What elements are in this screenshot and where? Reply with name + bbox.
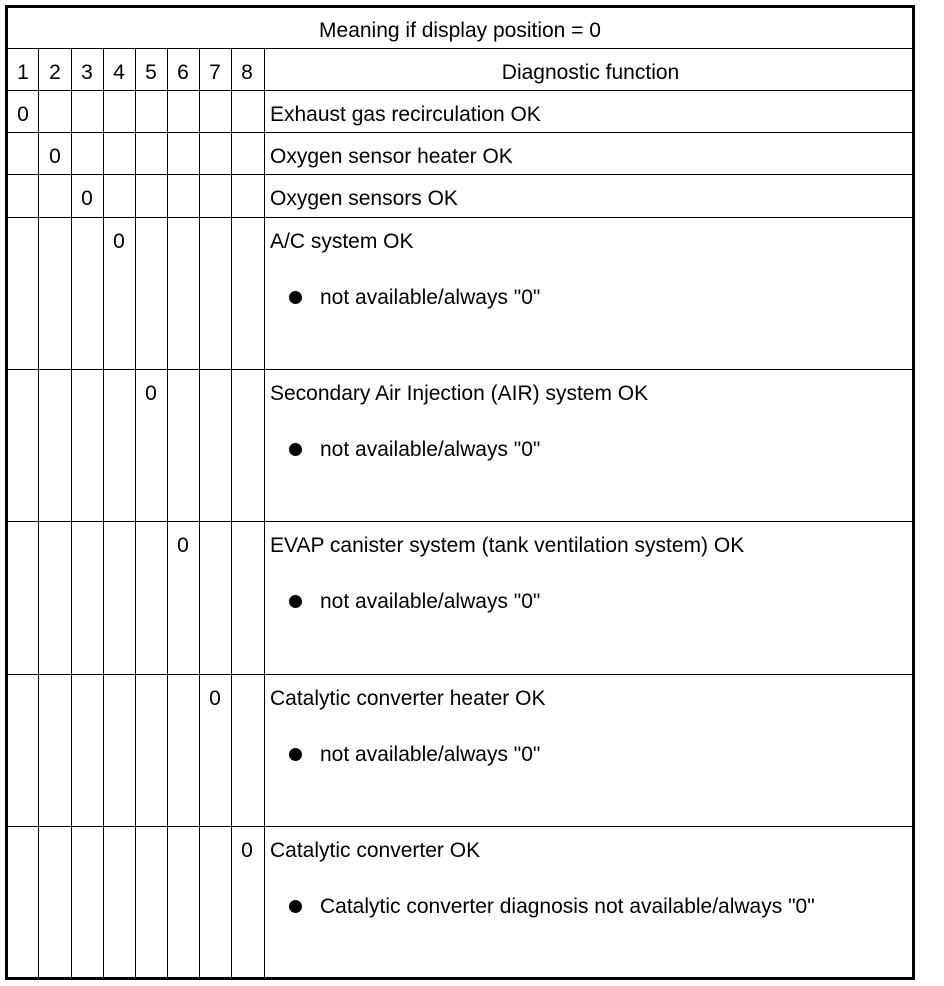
function-description: A/C system OK	[270, 230, 414, 253]
column-divider	[167, 48, 168, 980]
position-header: 5	[145, 61, 157, 84]
column-divider	[38, 48, 39, 980]
divider	[8, 674, 912, 675]
function-description: Exhaust gas recirculation OK	[270, 103, 541, 126]
divider	[8, 48, 912, 49]
function-note: not available/always "0"	[320, 286, 541, 309]
column-divider	[135, 48, 136, 980]
position-value: 0	[49, 145, 61, 168]
function-note: not available/always "0"	[320, 743, 541, 766]
divider	[8, 217, 912, 218]
table-title: Meaning if display position = 0	[319, 19, 601, 42]
divider	[8, 90, 912, 91]
divider	[8, 369, 912, 370]
function-description: Catalytic converter OK	[270, 839, 481, 862]
position-header: 3	[81, 61, 93, 84]
function-description: EVAP canister system (tank ventilation system) OK	[270, 534, 745, 557]
position-header: 1	[17, 61, 29, 84]
position-header: 7	[209, 61, 221, 84]
bullet-icon	[289, 595, 302, 608]
bullet-icon	[289, 443, 302, 456]
divider	[8, 174, 912, 175]
divider	[8, 132, 912, 133]
bullet-icon	[289, 900, 302, 913]
diagnostic-table	[5, 5, 915, 980]
position-value: 0	[17, 103, 29, 126]
function-header: Diagnostic function	[501, 61, 680, 84]
function-description: Secondary Air Injection (AIR) system OK	[270, 382, 649, 405]
position-value: 0	[113, 230, 125, 253]
function-note: not available/always "0"	[320, 438, 541, 461]
position-header: 4	[113, 61, 125, 84]
position-header: 6	[177, 61, 189, 84]
position-value: 0	[209, 687, 221, 710]
column-divider	[199, 48, 200, 980]
function-description: Oxygen sensor heater OK	[270, 145, 513, 168]
function-note: not available/always "0"	[320, 590, 541, 613]
position-value: 0	[241, 839, 253, 862]
function-description: Catalytic converter heater OK	[270, 687, 546, 710]
position-header: 2	[49, 61, 61, 84]
column-divider	[264, 48, 265, 980]
column-divider	[103, 48, 104, 980]
position-value: 0	[145, 382, 157, 405]
position-header: 8	[241, 61, 253, 84]
divider	[8, 826, 912, 827]
bullet-icon	[289, 291, 302, 304]
bullet-icon	[289, 748, 302, 761]
function-note: Catalytic converter diagnosis not available/always "0"	[320, 895, 815, 918]
divider	[8, 521, 912, 522]
function-description: Oxygen sensors OK	[270, 187, 458, 210]
position-value: 0	[81, 187, 93, 210]
position-value: 0	[177, 534, 189, 557]
